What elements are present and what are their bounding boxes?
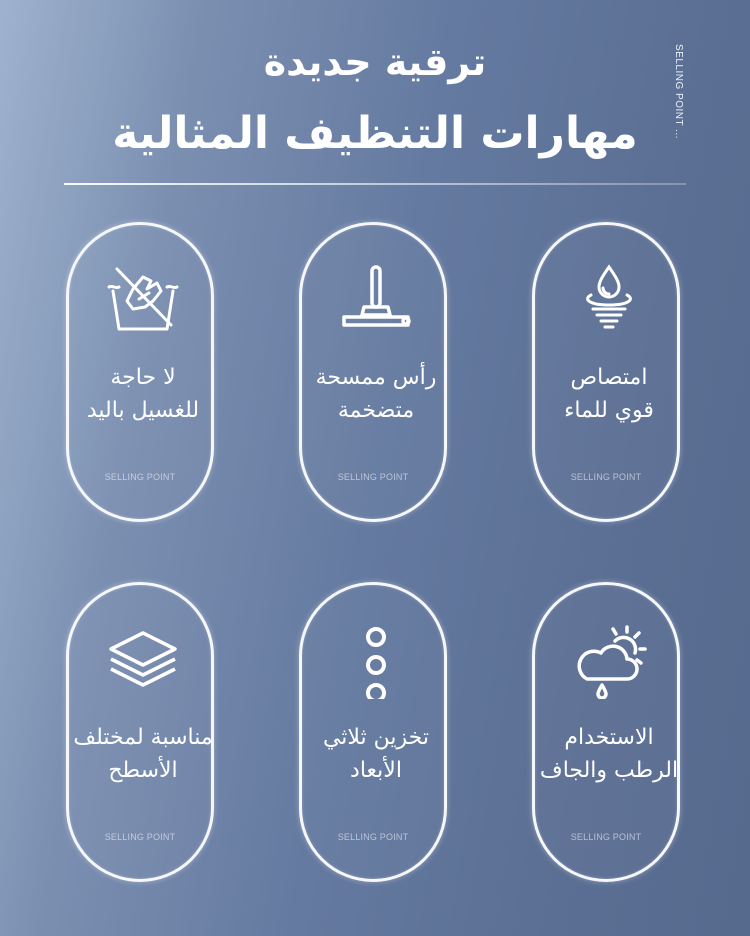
feature-label: لا حاجة للغسيل باليد — [86, 365, 200, 423]
feature-tag: SELLING POINT — [570, 472, 642, 482]
side-selling-point-label: SELLING POINT ... — [673, 44, 684, 140]
feature-label: تخزين ثلاثي الأبعاد — [322, 725, 430, 783]
feature-label: امتصاص قوي للماء — [564, 365, 654, 423]
three-rings-icon — [336, 619, 416, 699]
feature-card-mop-head — [299, 222, 447, 522]
water-drop-swirl-icon — [569, 259, 649, 339]
feature-card-wet-dry-use — [532, 582, 680, 882]
feature-tag: SELLING POINT — [570, 832, 642, 842]
feature-tag: SELLING POINT — [337, 472, 409, 482]
feature-card-water-absorption — [532, 222, 680, 522]
mop-head-icon — [336, 259, 416, 339]
layered-surfaces-icon — [103, 619, 183, 699]
header-divider — [64, 183, 686, 185]
feature-label: الاستخدام الرطب والجاف — [539, 725, 679, 783]
feature-tag: SELLING POINT — [104, 832, 176, 842]
feature-label: رأس ممسحة متضخمة — [315, 365, 437, 423]
feature-tag: SELLING POINT — [337, 832, 409, 842]
feature-tag: SELLING POINT — [104, 472, 176, 482]
feature-card-3d-storage — [299, 582, 447, 882]
no-hand-wash-icon — [103, 259, 183, 339]
weather-sun-cloud-drop-icon — [569, 619, 649, 699]
header-title-line2: مهارات التنظيف المثالية — [112, 108, 638, 159]
feature-label: مناسبة لمختلف الأسطح — [73, 725, 213, 783]
header-title-line1: ترقية جديدة — [263, 40, 487, 84]
feature-card-various-surfaces — [66, 582, 214, 882]
feature-card-no-hand-wash — [66, 222, 214, 522]
